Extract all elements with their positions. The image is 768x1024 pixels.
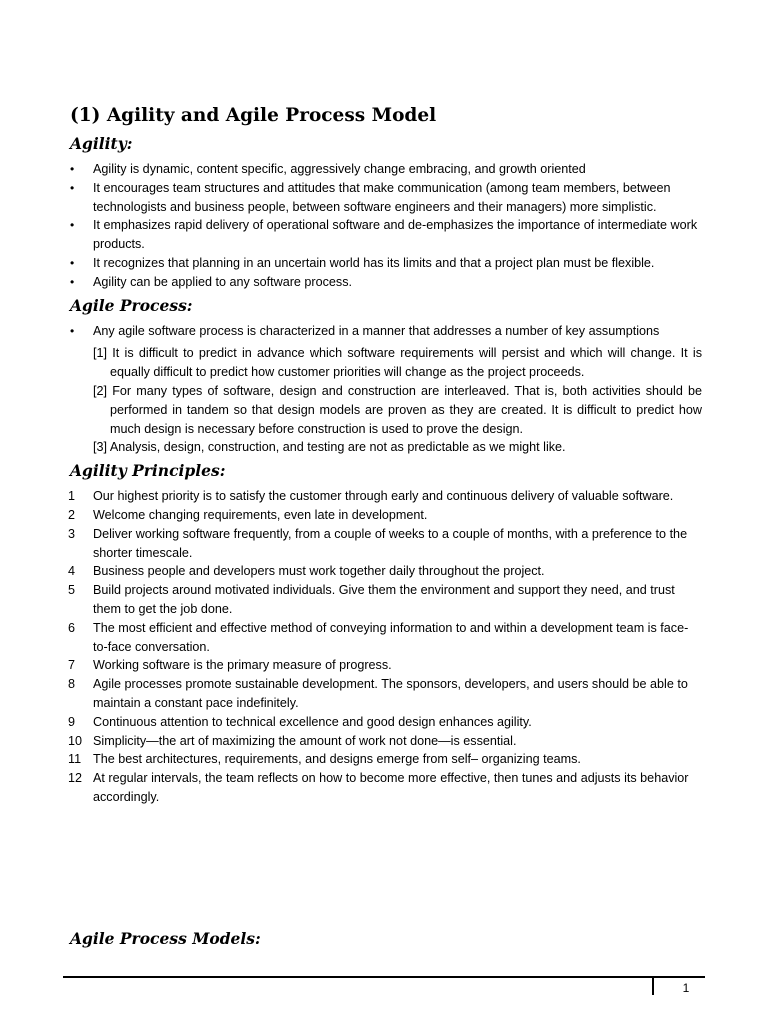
- agility-bullet-list: [70, 160, 702, 292]
- assumption-list: [93, 344, 702, 457]
- list-item-text: Agility can be applied to any software process.: [93, 274, 353, 289]
- principle-text: Our highest priority is to satisfy the customer through early and continuous delivery of valuable software.: [93, 489, 674, 504]
- list-item-text: Agility is dynamic, content specific, aggressively change embracing, and growth oriented: [93, 162, 586, 176]
- list-item-text: It emphasizes rapid delivery of operational software and de-emphasizes the importance of intermediate work products.: [93, 218, 698, 252]
- principle-text: Agile processes promote sustainable development. The sponsors, developers, and users should be able to maintain a constant pace indefinitely.: [93, 677, 688, 710]
- principle-item: [70, 562, 702, 581]
- principle-number: 4: [68, 564, 76, 579]
- list-item: [70, 160, 702, 179]
- document-content: [70, 104, 702, 955]
- page-title: (1) Agility and Agile Process Model: [70, 105, 437, 126]
- principle-item: [70, 656, 702, 675]
- assumption-marker: [2]: [93, 383, 108, 398]
- list-item: [70, 322, 702, 341]
- principle-item: [70, 525, 702, 563]
- bullet-icon: •: [70, 162, 75, 176]
- page-number: 1: [682, 981, 690, 995]
- agile-process-models-heading: Agile Process Models:: [70, 928, 261, 948]
- principle-item: [70, 769, 702, 807]
- principle-item: [70, 732, 702, 751]
- list-item-text: It recognizes that planning in an uncertain world has its limits and that a project plan must be flexible.: [93, 255, 655, 270]
- principle-number: 7: [68, 658, 76, 673]
- principle-item: [70, 487, 702, 506]
- principle-number: 12: [68, 771, 83, 786]
- list-item: [70, 179, 702, 217]
- assumption-marker: [1]: [93, 346, 108, 361]
- assumption-text: It is difficult to predict in advance which software requirements will persist and which will change. It is equally difficult to predict how customer priorities will change as the project proceeds.: [110, 346, 702, 380]
- blank-gap: [70, 807, 702, 925]
- principle-number: 6: [68, 620, 76, 635]
- list-item: [70, 254, 702, 273]
- bullet-icon: •: [70, 218, 75, 233]
- principle-number: 2: [68, 507, 76, 522]
- bullet-icon: •: [70, 323, 75, 338]
- agile-process-bullet-list: [70, 322, 702, 341]
- principle-number: 8: [68, 677, 76, 692]
- principles-list: [70, 487, 702, 807]
- bullet-icon: •: [70, 180, 75, 195]
- principle-number: 5: [68, 583, 76, 598]
- list-item: [70, 273, 702, 292]
- agility-heading: Agility:: [70, 134, 133, 153]
- principle-text: Business people and developers must work together daily throughout the project.: [93, 564, 545, 579]
- principle-number: 1: [68, 489, 76, 504]
- footer-rule: [63, 976, 705, 978]
- list-item-text: Any agile software process is characterized in a manner that addresses a number of key assumptions: [93, 323, 660, 338]
- principle-number: 9: [68, 714, 76, 729]
- bullet-icon: •: [70, 255, 75, 270]
- assumption-text: Analysis, design, construction, and testing are not as predictable as we might like.: [109, 440, 566, 455]
- list-item-text: It encourages team structures and attitudes that make communication (among team members, between technologists and business people, between software engineers and their managers) more simplistic.: [93, 180, 671, 214]
- principle-text: Simplicity—the art of maximizing the amount of work not done—is essential.: [93, 733, 517, 748]
- principles-heading: Agility Principles:: [70, 461, 226, 481]
- principle-number: 3: [68, 526, 76, 541]
- principle-item: [70, 713, 702, 732]
- assumption-item: [93, 344, 702, 382]
- assumption-marker: [3]: [93, 440, 108, 455]
- principle-text: Working software is the primary measure of progress.: [93, 658, 392, 673]
- assumption-text: For many types of software, design and construction are interleaved. That is, both activities should be performed in tandem so that design models are proven as they are created. It is difficult to predict how much design is necessary before construction is used to prove the design.: [110, 383, 702, 436]
- assumption-item: [93, 382, 702, 438]
- principle-item: [70, 581, 702, 619]
- principle-item: [70, 675, 702, 713]
- principle-item: [70, 506, 702, 525]
- principle-text: At regular intervals, the team reflects on how to become more effective, then tunes and adjusts its behavior accordingly.: [93, 771, 689, 804]
- list-item: [70, 216, 702, 254]
- principle-text: Welcome changing requirements, even late in development.: [93, 507, 428, 522]
- agile-process-heading: Agile Process:: [70, 295, 193, 315]
- principle-item: [70, 750, 702, 769]
- footer-divider: [652, 978, 654, 995]
- principle-item: [70, 619, 702, 657]
- bullet-icon: •: [70, 274, 75, 289]
- principle-number: 10: [68, 733, 83, 748]
- principle-text: Deliver working software frequently, from a couple of weeks to a couple of months, with a preference to the shorter timescale.: [93, 526, 688, 560]
- assumption-item: [93, 438, 702, 457]
- principle-text: The best architectures, requirements, and designs emerge from self– organizing teams.: [93, 752, 581, 767]
- principle-number: 11: [68, 752, 82, 767]
- principle-text: Build projects around motivated individuals. Give them the environment and support they need, and trust them to get the job done.: [93, 583, 675, 616]
- principle-text: Continuous attention to technical excellence and good design enhances agility.: [93, 714, 532, 729]
- principle-text: The most efficient and effective method of conveying information to and within a development team is face-to-face conversation.: [93, 620, 689, 654]
